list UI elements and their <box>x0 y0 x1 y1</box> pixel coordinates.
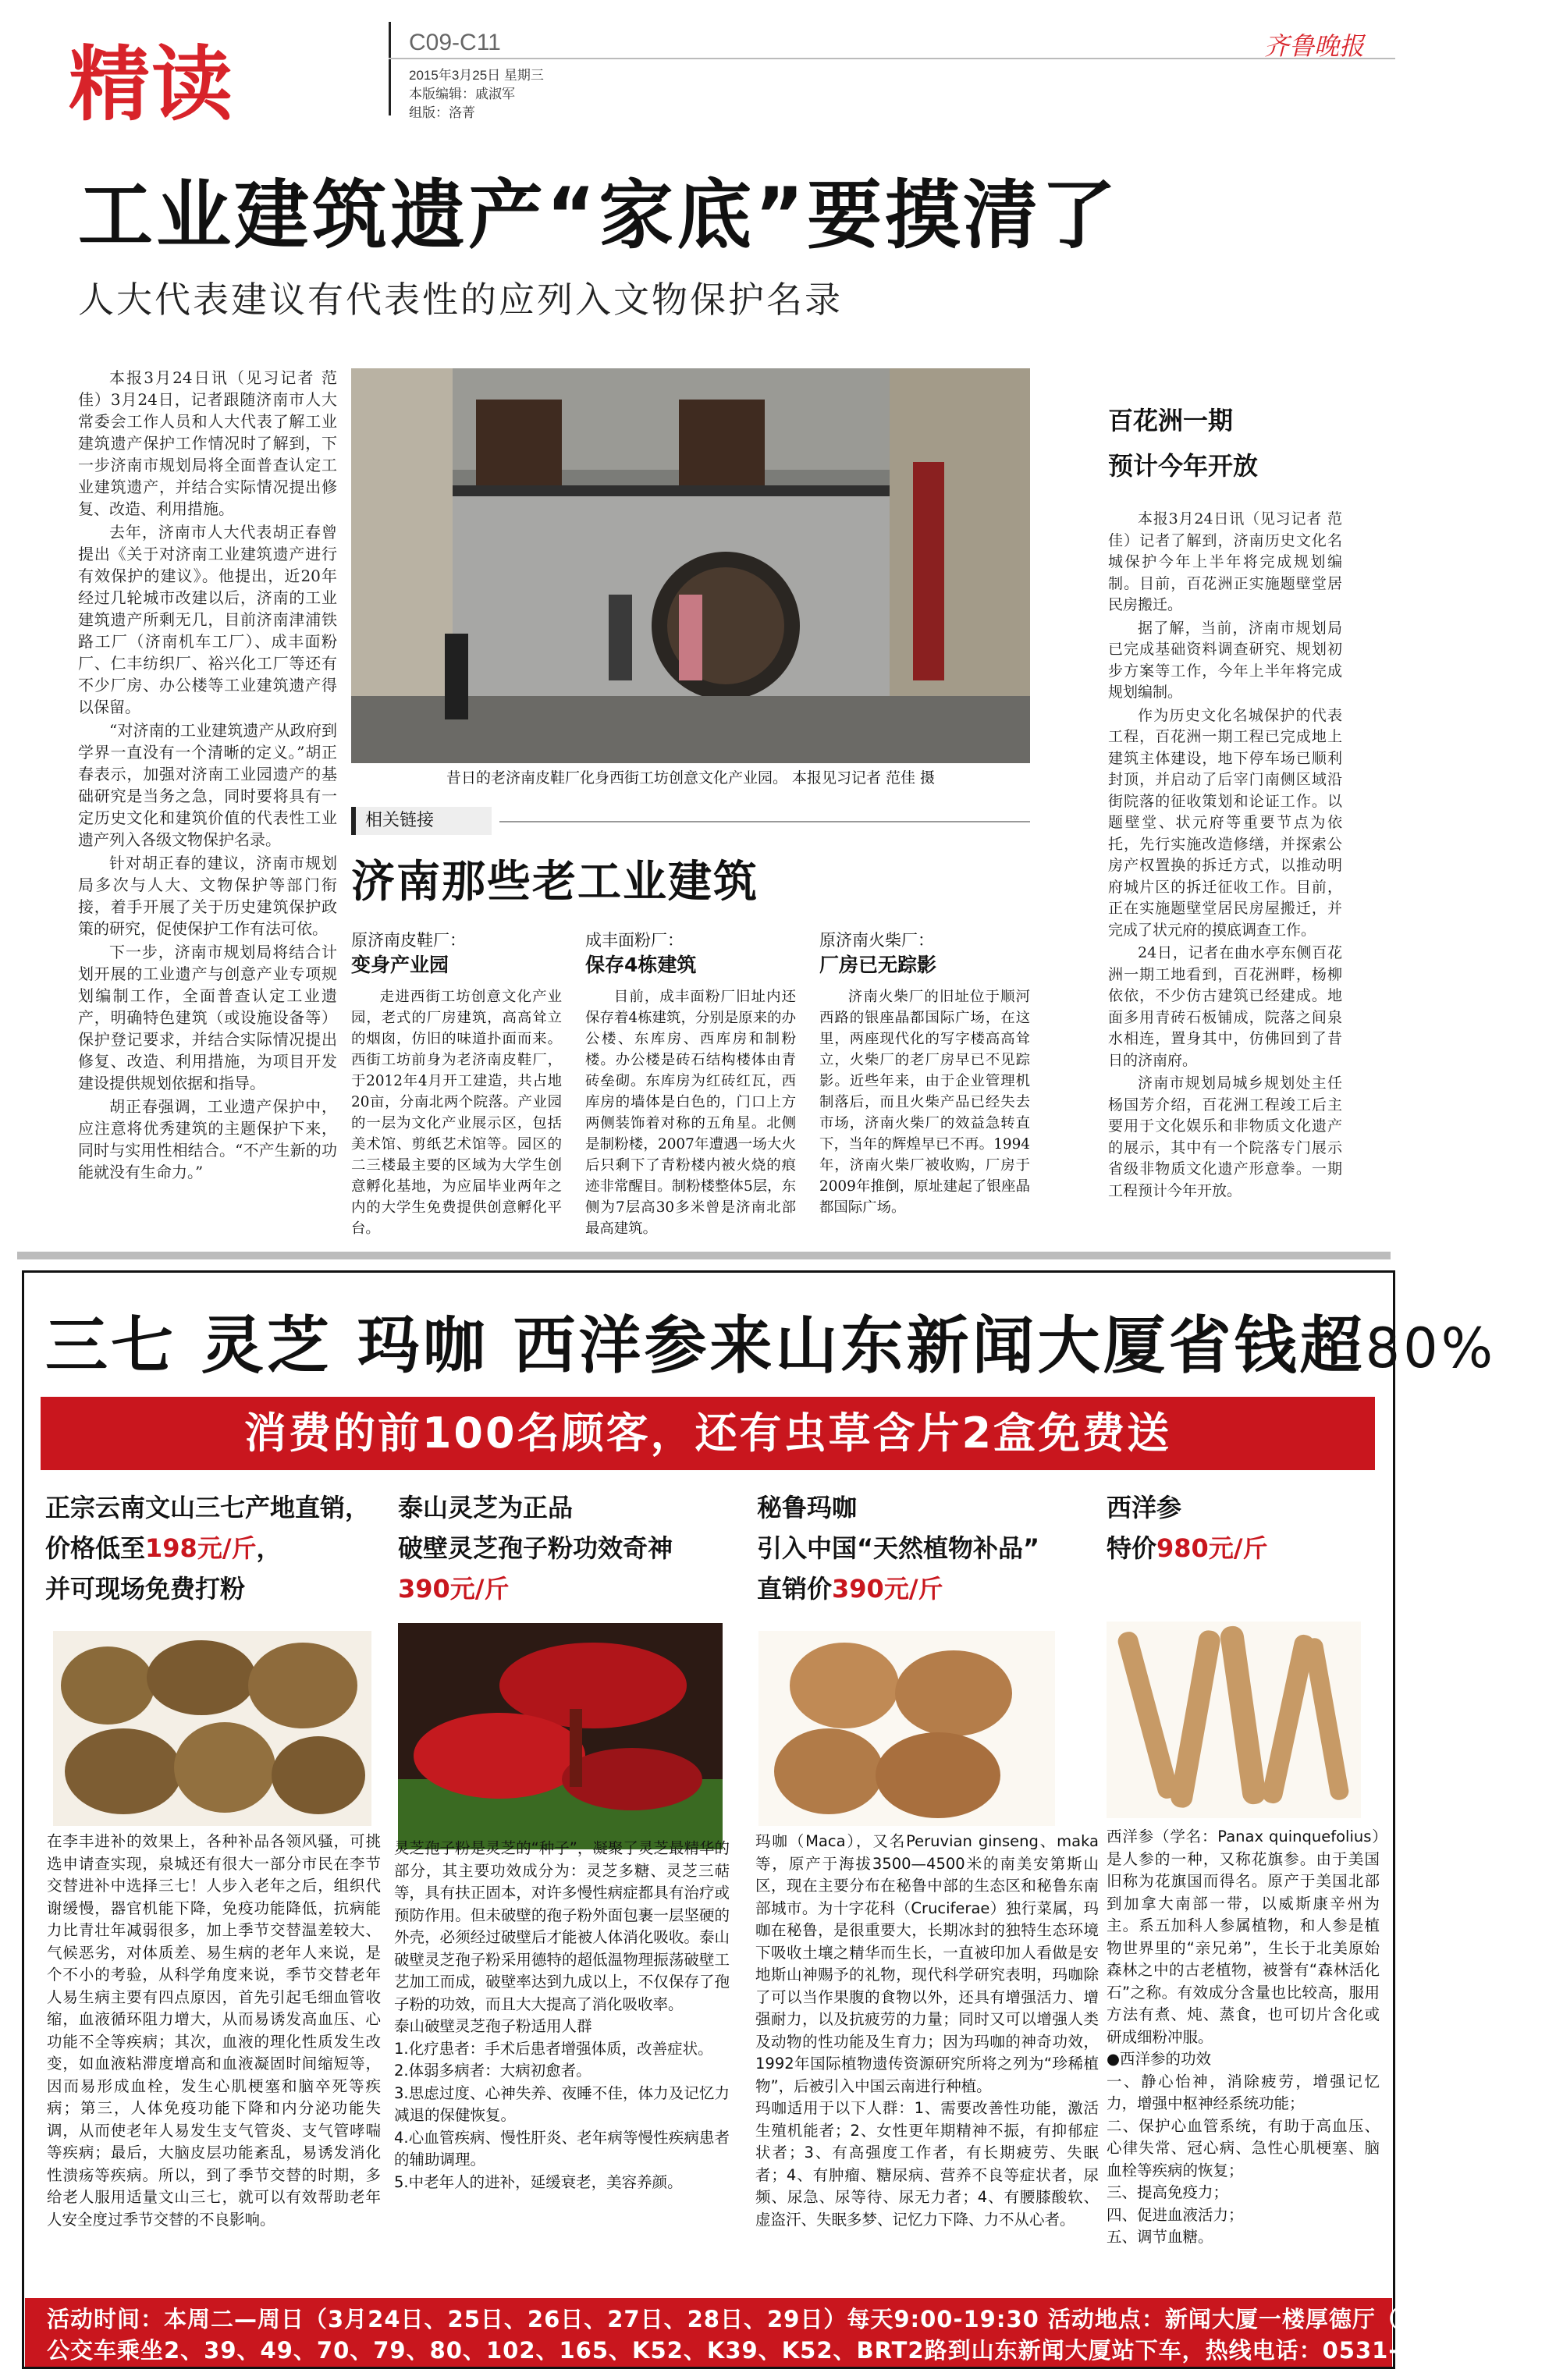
sidebar-paragraph: 24日，记者在曲水亭东侧百花洲一期工地看到，百花洲畔，杨柳依依，不少仿古建筑已经建成。地面多用青砖石板铺成，院落之间泉水相连，置身其中，仿佛回到了昔日的济南府。 <box>1108 944 1342 1069</box>
maca-image <box>758 1631 1055 1826</box>
ad-headline-percent: 80% <box>1365 1316 1497 1380</box>
related-item-kicker: 原济南皮鞋厂： <box>351 931 466 950</box>
price-highlight: 198元/斤 <box>145 1533 257 1563</box>
product-title-maca <box>757 1487 1039 1609</box>
product-title-line: 西洋参 <box>1107 1493 1182 1522</box>
ginseng-roots-icon <box>1107 1622 1361 1818</box>
newspaper-name: 齐鲁晚报 <box>1263 31 1364 61</box>
product-title-line: 特价980元/斤 <box>1107 1533 1268 1563</box>
related-item <box>351 929 562 1298</box>
related-item-body: 走进西街工坊创意文化产业园，老式的厂房建筑，高高耸立的烟囱，仿旧的味道扑面而来。西街工坊前身为老济南皮鞋厂，于2012年4月开工建造，共占地20亩，分南北两个院落。产业园的一层为文化产业展示区，包括美术馆、剪纸艺术馆等。园区的二三楼最主要的区域为大学生创意孵化基地，为应届毕业两年之内的大学生免费提供创意孵化平台。 <box>351 989 562 1237</box>
related-rule <box>499 821 1030 822</box>
section-title: 精读 <box>69 36 235 132</box>
xiyangshen-image <box>1107 1622 1361 1818</box>
lingzhi-mushroom-icon <box>398 1623 723 1849</box>
related-item-kicker: 原济南火柴厂： <box>819 931 934 950</box>
product-title-sanqi <box>45 1487 370 1609</box>
sidebar-title-line1: 百花洲一期 <box>1108 406 1234 435</box>
product-title-line: 并可现场免费打粉 <box>45 1574 246 1604</box>
sanqi-roots-icon <box>53 1631 371 1826</box>
related-item-subtitle: 保存4栋建筑 <box>585 954 697 976</box>
sanqi-image <box>53 1631 371 1826</box>
article-paragraph: 胡正春强调，工业遗产保护中，应注意将优秀建筑的主题保护下来，同时与实用性相结合。“不产生新的功能就没有生命力。” <box>78 1097 337 1181</box>
related-tag: 相关链接 <box>351 807 492 835</box>
related-item <box>585 929 796 1298</box>
product-text-lingzhi: 灵芝孢子粉是灵芝的“种子”，凝聚了灵芝最精华的部分，其主要功效成分为：灵芝多糖、灵芝三萜等，具有扶正固本，对许多慢性病症都具有治疗或预防作用。但未破壁的孢子粉外面包裹一层坚硬的外壳，必须经过破壁后才能被人体消化吸收。泰山破壁灵芝孢子粉采用德特的超低温物理振荡破壁工艺加工而成，破壁率达到九成以上，不仅保存了孢子粉的功效，而且大大提高了消化吸收率。 泰山破壁灵芝孢子粉适用人群 1.化疗患者：手术后患者增强体质，改善症状。 2.体弱多病者：大病初愈者。 3.思虑过度、心神失养、夜睡不佳，体力及记忆力减退的保健恢复。 4.心血管疾病、慢性肝炎、老年病等慢性疾病患者的辅助调理。 5.中老年人的进补，延缓衰老，美容养颜。 <box>394 1839 730 2191</box>
product-title-line: 破壁灵芝孢子粉功效奇神 <box>398 1533 673 1563</box>
price-highlight: 390元/斤 <box>398 1574 510 1604</box>
sidebar-paragraph: 本报3月24日讯（见习记者 范佳）记者了解到，济南历史文化名城保护今年上半年将完成规划编制。目前，百花洲正实施题壁堂居民房搬迁。 <box>1108 510 1342 613</box>
ad-footer-line2: 公交车乘坐2、39、49、70、79、80、102、165、K52、K39、K52、BRT2路到山东新闻大厦站下车，热线电话：0531-89288055 <box>47 2337 1531 2364</box>
article-body <box>78 367 337 1249</box>
masthead-divider <box>389 22 391 115</box>
price-highlight: 980元/斤 <box>1156 1533 1268 1563</box>
related-item-subtitle: 变身产业园 <box>351 954 449 976</box>
article-subheadline: 人大代表建议有代表性的应列入文物保护名录 <box>78 279 843 321</box>
sidebar-title-line2: 预计今年开放 <box>1108 451 1259 481</box>
date-line: 2015年3月25日 星期三 <box>409 68 544 83</box>
sidebar-paragraph: 作为历史文化名城保护的代表工程，百花洲一期工程已完成地上建筑主体建设，地下停车场已顺利封顶，并启动了后宰门南侧区域沿街院落的征收策划和论证工作。以题壁堂、状元府等重要节点为依托，先行实施改造修缮，并探索公房产权置换的拆迁方式，以推动明府城片区的拆迁征收工作。目前，正在实施题壁堂居民房屋搬迁，并完成了状元府的摸底调查工作。 <box>1108 706 1342 939</box>
ad-headline-main: 三七 灵芝 玛咖 西洋参来山东新闻大厦省钱超 <box>45 1309 1366 1382</box>
product-title-lingzhi <box>398 1487 673 1609</box>
section-separator <box>17 1252 1391 1259</box>
ad-headline <box>45 1295 1496 1385</box>
related-item-body: 目前，成丰面粉厂旧址内还保存着4栋建筑，分别是原来的办公楼、东库房、西库房和制粉楼。办公楼是砖石结构楼体由青砖垒砌。东库房为红砖红瓦，西库房的墙体是白色的，门口上方两侧装饰着对称的五角星。北侧是制粉楼，2007年遭遇一场大火后只剩下了青粉楼内被火烧的痕迹非常醒目。制粉楼整体5层，东侧为7层高30多米曾是济南北部最高建筑。 <box>585 989 796 1237</box>
article-paragraph: 去年，济南市人大代表胡正春曾提出《关于对济南工业建筑遗产进行有效保护的建议》。他提出，近20年经过几轮城市改建以后，济南的工业建筑遗产所剩无几，目前济南津浦铁路工厂（济南机车工厂）、成丰面粉厂、仁丰纺织厂、裕兴化工厂等还有不少厂房、办公楼等工业建筑遗产得以保留。 <box>78 523 337 716</box>
article-paragraph: 本报3月24日讯（见习记者 范佳）3月24日，记者跟随济南市人大常委会工作人员和人大代表了解工业建筑遗产保护工作情况时了解到，下一步济南市规划局将全面普查认定工业建筑遗产，并结合实际情况提出修复、改造、利用措施。 <box>78 368 337 518</box>
maca-roots-icon <box>758 1631 1055 1826</box>
product-title-line <box>398 1568 673 1609</box>
article-paragraph: 针对胡正春的建议，济南市规划局多次与人大、文物保护等部门衔接，着手开展了关于历史建筑保护政策的研究，促使保护工作有法可依。 <box>78 854 337 938</box>
sidebar-paragraph: 济南市规划局城乡规划处主任杨国芳介绍，百花洲工程竣工后主要用于文化娱乐和非物质文化遗产的展示，其中有一个院落专门展示省级非物质文化遗产形意拳。一期工程预计今年开放。 <box>1108 1075 1342 1199</box>
price-highlight: 390元/斤 <box>832 1574 943 1604</box>
product-title-xiyangshen <box>1107 1487 1268 1568</box>
product-text-maca: 玛咖（Maca），又名Peruvian ginseng、maka等，原产于海拔3500—4500米的南美安第斯山区，现在主要分布在秘鲁中部的生态区和秘鲁东南部城市。为十字花科（Cruciferae）独行菜属，玛咖在秘鲁，是很重要大，长期冰封的独特生态环境下吸收土壤之精华而生长，一直被印加人看做是安地斯山神赐予的礼物，现代科学研究表明，玛咖除了可以当作果腹的食物以外，还具有增强活力、增强耐力，以及抗疲劳的力量；同时又可以增强人类及动物的性功能及生育力；因为玛咖的神奇功效，1992年国际植物遗传资源研究所将之列为“珍稀植物”，后被引入中国云南进行种植。 玛咖适用于以下人群：1、需要改善性功能，激活生殖机能者；2、女性更年期精神不振，有抑郁症状者；3、有高强度工作者，有长期疲劳、失眠者；4、有肿瘤、糖尿病、营养不良等症状者，尿频、尿急、尿等待、尿无力者；4、有腰膝酸软、虚盗汗、失眠多梦、记忆力下降、力不从心者。 <box>755 1832 1099 2229</box>
related-item-body: 济南火柴厂的旧址位于顺河西路的银座晶都国际广场，在这里，两座现代化的写字楼高高耸立，火柴厂的老厂房早已不见踪影。近些年来，由于企业管理机制落后，而且火柴产品已经失去市场，济南火柴厂的效益急转直下，当年的辉煌早已不再。1994年，济南火柴厂被收购，厂房于2009年推倒，原址建起了银座晶都国际广场。 <box>819 989 1030 1216</box>
product-title-line: 引入中国“天然植物补品” <box>757 1533 1040 1563</box>
related-item <box>819 929 1030 1298</box>
masthead-rule <box>389 58 1395 59</box>
article-headline: 工业建筑遗产“家底”要摸清了 <box>78 172 1120 259</box>
related-item-subtitle: 厂房已无踪影 <box>819 954 937 976</box>
article-paragraph: “对济南的工业建筑遗产从政府到学界一直没有一个清晰的定义。”胡正春表示，加强对济南工业园遗产的基础研究是当务之急，同时要将具有一定历史文化和建筑价值的代表性工业遗产列入各级文物保护名录。 <box>78 721 337 849</box>
sidebar-title <box>1108 398 1258 488</box>
product-title-line: 价格低至198元/斤， <box>45 1533 282 1563</box>
sidebar-body <box>1108 509 1342 1249</box>
product-title-line: 泰山灵芝为正品 <box>398 1493 574 1522</box>
photo-caption: 昔日的老济南皮鞋厂化身西街工坊创意文化产业园。 本报见习记者 范佳 摄 <box>446 769 936 787</box>
lingzhi-image <box>398 1623 723 1849</box>
ad-footer-line1: 活动时间：本周二—周日（3月24日、25日、26日、27日、28日、29日）每天9:00-19:30 活动地点：新闻大厦一楼厚德厅（泺源大街6号） <box>47 2306 1556 2332</box>
related-title: 济南那些老工业建筑 <box>351 857 758 908</box>
editor-line: 本版编辑：戚淑军 <box>409 87 515 101</box>
article-photo <box>351 368 1030 763</box>
product-title-line: 正宗云南文山三七产地直销， <box>45 1493 371 1522</box>
courtyard-photo-illustration <box>351 368 1030 763</box>
product-text-sanqi: 在李丰进补的效果上，各种补品各领风骚，可挑选申请查实现，泉城还有很大一部分市民在李节交替进补中选择三七！人步入老年之后，组织代谢缓慢，器官机能下降，免疫功能降低，抗病能力比青壮年减弱很多，加上季节交替温差较大、气候恶劣，对体质差、易生病的老年人来说，是个不小的考验，从科学角度来说，季节交替老年人易生病主要有四点原因，首先引起毛细血管收缩，血液循环阻力增大，从而易诱发高血压、心功能不全等疾病；其次，血液的理化性质发生改变，如血液粘滞度增高和血液凝固时间缩短等，因而易形成血栓，发生心肌梗塞和脑卒死等疾病；第三，人体免疫功能下降和内分泌功能失调，从而使老年人易发生支气管炎、支气管哮喘等疾病；最后，大脑皮层功能紊乱，易诱发消化性溃疡等疾病。所以，到了季节交替的时期，多给老人服用适量文山三七，就可以有效帮助老年人安全度过季节交替的不良影响。 <box>47 1832 381 2229</box>
product-title-line: 秘鲁玛咖 <box>757 1493 858 1522</box>
layout-line: 组版：洛菁 <box>409 105 475 120</box>
ad-banner-text: 消费的前100名顾客，还有虫草含片2盒免费送 <box>243 1408 1172 1458</box>
masthead <box>22 14 1395 132</box>
product-title-line: 直销价390元/斤 <box>757 1574 943 1604</box>
related-item-kicker: 成丰面粉厂： <box>585 931 684 950</box>
product-text-xiyangshen: 西洋参（学名：Panax quinquefolius）是人参的一种，又称花旗参。由于美国旧称为花旗国而得名。原产于美国北部到加拿大南部一带，以威斯康辛州为主。系五加科人参属植物，和人参是植物世界里的“亲兄弟”，生长于北美原始森林之中的古老植物，被誉有“森林活化石”之称。有效成分含量也比较高，服用方法有煮、炖、蒸食，也可切片含化或研成细粉冲服。 ●西洋参的功效 一、静心怡神，消除疲劳，增强记忆力，增强中枢神经系统功能； 二、保护心血管系统，有助于高血压、心律失常、冠心病、急性心肌梗塞、脑血栓等疾病的恢复； 三、提高免疫力； 四、促进血液活力； 五、调节血糖。 <box>1107 1828 1380 2246</box>
page-numbers: C09-C11 <box>409 30 501 55</box>
sidebar-paragraph: 据了解，当前，济南市规划局已完成基础资料调查研究、规划初步方案等工作，今年上半年将完成规划编制。 <box>1108 619 1342 701</box>
article-paragraph: 下一步，济南市规划局将结合计划开展的工业遗产与创意产业专项规划编制工作，全面普查认定工业遗产，明确特色建筑（或设施设备等）保护登记要求，并结合实际情况提出修复、改造、利用措施，为项目开发建设提供规划依据和指导。 <box>78 943 337 1092</box>
